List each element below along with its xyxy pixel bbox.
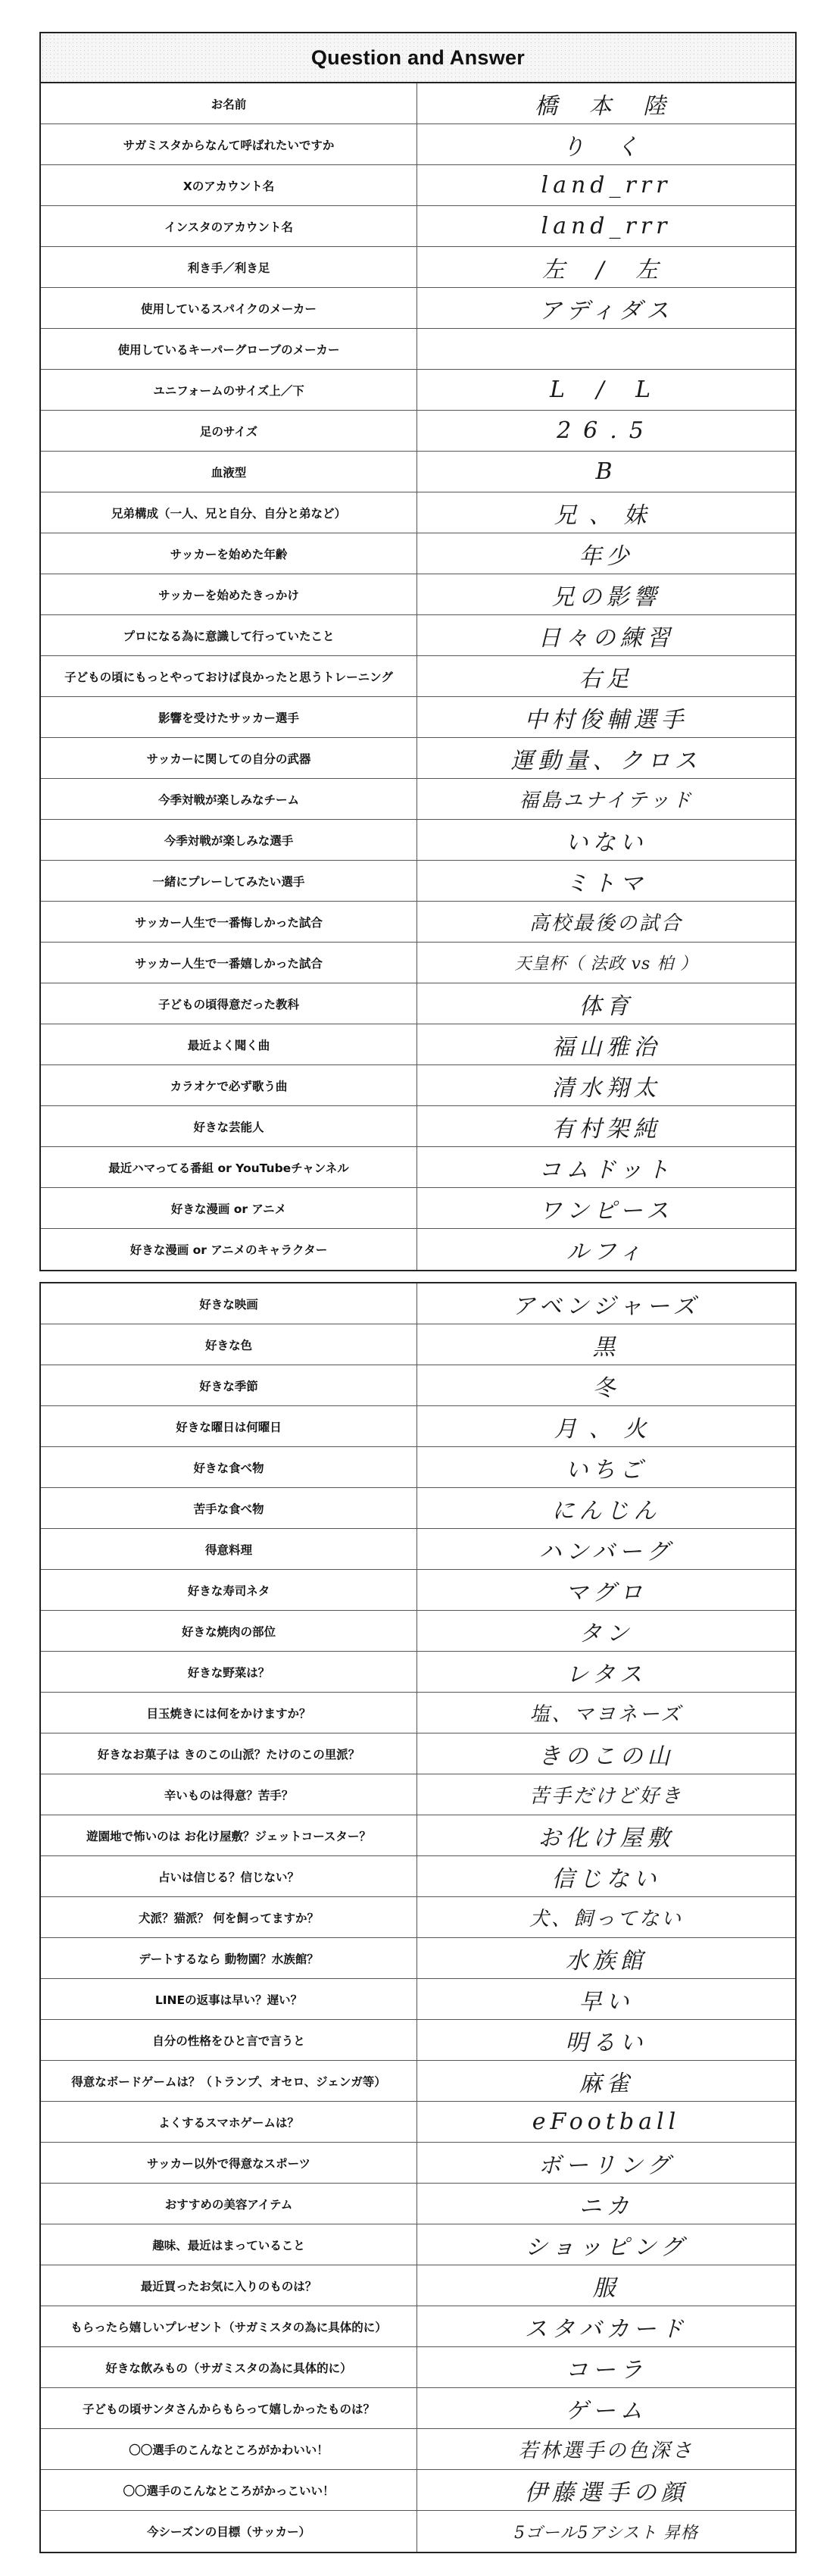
question-label: 兄弟構成（一人、兄と自分、自分と弟など）	[41, 492, 417, 533]
qa-row	[41, 2061, 795, 2102]
qa-row	[41, 2265, 795, 2306]
qa-row	[41, 1406, 795, 1447]
handwritten-answer: ミトマ	[565, 870, 647, 897]
handwritten-answer: 天皇杯（ 法政 vs 柏 ）	[514, 955, 698, 974]
handwritten-answer: L / L	[549, 377, 663, 403]
qa-row	[41, 247, 795, 288]
handwritten-answer: 右足	[579, 665, 634, 692]
handwritten-answer: 兄、妹	[554, 502, 659, 529]
handwritten-answer: ニカ	[579, 2193, 634, 2220]
question-label: サッカー人生で一番悔しかった試合	[41, 902, 417, 942]
question-label: 血液型	[41, 452, 417, 492]
handwritten-answer: 左 / 左	[541, 256, 671, 283]
qa-row	[41, 1774, 795, 1815]
qa-row	[41, 1106, 795, 1147]
qa-row	[41, 2224, 795, 2265]
question-label: 子どもの頃得意だった教科	[41, 983, 417, 1024]
handwritten-answer: アディダス	[538, 297, 674, 324]
handwritten-answer: タン	[579, 1620, 634, 1647]
qa-row	[41, 1447, 795, 1488]
question-label: 苦手な食べ物	[41, 1488, 417, 1528]
handwritten-answer: 服	[592, 2274, 620, 2302]
handwritten-answer: 苦手だけど好き	[529, 1785, 683, 1808]
handwritten-answer: レタス	[566, 1661, 647, 1688]
handwritten-answer: 若林選手の色深さ	[518, 2440, 694, 2462]
handwritten-answer: 塩、マヨネーズ	[529, 1703, 683, 1726]
qa-row	[41, 452, 795, 492]
handwritten-answer: eFootball	[532, 2109, 681, 2135]
handwritten-answer: 伊藤選手の顔	[524, 2479, 688, 2506]
questionnaire-sheet-2	[39, 1282, 797, 2553]
question-label: サガミスタからなんて呼ばれたいですか	[41, 124, 417, 164]
handwritten-answer: アベンジャーズ	[512, 1293, 700, 1320]
question-label: 利き手／利き足	[41, 247, 417, 287]
sheet-title: Question and Answer	[41, 33, 795, 83]
qa-row	[41, 1488, 795, 1529]
question-label: もらったら嬉しいプレゼント（サガミスタの為に具体的に）	[41, 2306, 417, 2346]
handwritten-answer: いちご	[565, 1456, 647, 1483]
question-label: 好きな色	[41, 1324, 417, 1365]
question-label: 最近ハマってる番組 or YouTubeチャンネル	[41, 1147, 417, 1187]
handwritten-answer: 明るい	[565, 2029, 647, 2056]
question-label: 好きな漫画 or アニメのキャラクター	[41, 1229, 417, 1270]
qa-row	[41, 1815, 795, 1856]
question-label: 〇〇選手のこんなところがかっこいい！	[41, 2470, 417, 2510]
handwritten-answer: 黒	[592, 1333, 620, 1361]
handwritten-answer: 早い	[579, 1988, 634, 2015]
handwritten-answer: ルフィ	[566, 1239, 647, 1265]
qa-row	[41, 2102, 795, 2143]
question-label: サッカーを始めた年齢	[41, 533, 417, 574]
qa-row	[41, 124, 795, 165]
qa-row	[41, 943, 795, 983]
question-label: おすすめの美容アイテム	[41, 2184, 417, 2224]
qa-row	[41, 1188, 795, 1229]
question-label: 今季対戦が楽しみな選手	[41, 820, 417, 860]
qa-row	[41, 656, 795, 697]
qa-row	[41, 2020, 795, 2061]
handwritten-answer: マグロ	[565, 1579, 647, 1606]
qa-row	[41, 983, 795, 1024]
qa-row	[41, 411, 795, 452]
qa-row	[41, 1283, 795, 1324]
handwritten-answer: 兄の影響	[551, 583, 661, 611]
qa-row	[41, 779, 795, 820]
qa-row	[41, 533, 795, 574]
qa-row	[41, 288, 795, 329]
question-label: 辛いものは得意？苦手？	[41, 1774, 417, 1815]
qa-row	[41, 2184, 795, 2224]
question-label: Xのアカウント名	[41, 165, 417, 205]
handwritten-answer: 福島ユナイテッド	[519, 789, 694, 812]
question-label: 占いは信じる？信じない？	[41, 1856, 417, 1896]
question-label: 得意料理	[41, 1529, 417, 1569]
handwritten-answer: 26.5	[557, 417, 656, 444]
qa-row	[41, 492, 795, 533]
handwritten-answer: にんじん	[551, 1497, 661, 1524]
handwritten-answer: 橋 本 陸	[534, 92, 679, 120]
question-label: LINEの返事は早い？遅い？	[41, 1979, 417, 2019]
qa-rows-2	[41, 1283, 795, 2552]
handwritten-answer: 犬、飼ってない	[529, 1908, 683, 1930]
qa-row	[41, 902, 795, 943]
question-label: 使用しているスパイクのメーカー	[41, 288, 417, 328]
question-label: サッカーを始めたきっかけ	[41, 574, 417, 614]
handwritten-answer: 年少	[579, 542, 634, 570]
qa-row	[41, 1229, 795, 1270]
handwritten-answer: 麻雀	[579, 2070, 634, 2097]
question-label: 自分の性格をひと言で言うと	[41, 2020, 417, 2060]
question-label: 好きなお菓子は きのこの山派？たけのこの里派？	[41, 1733, 417, 1774]
question-label: サッカー以外で得意なスポーツ	[41, 2143, 417, 2183]
qa-row	[41, 1365, 795, 1406]
handwritten-answer: コーラ	[565, 2356, 647, 2384]
handwritten-answer: コムドット	[538, 1156, 674, 1183]
question-label: 最近よく聞く曲	[41, 1024, 417, 1064]
handwritten-answer: スタバカード	[524, 2315, 688, 2343]
handwritten-answer: land_rrr	[541, 213, 672, 239]
question-label: 趣味、最近はまっていること	[41, 2224, 417, 2265]
handwritten-answer: 5ゴール5アシスト 昇格	[513, 2523, 698, 2543]
question-label: 好きな野菜は？	[41, 1652, 417, 1692]
handwritten-answer: り く	[561, 133, 651, 161]
qa-row	[41, 2388, 795, 2429]
handwritten-answer: きのこの山	[538, 1743, 675, 1770]
question-label: 好きな焼肉の部位	[41, 1611, 417, 1651]
question-label: サッカーに関しての自分の武器	[41, 738, 417, 778]
handwritten-answer: ハンバーグ	[538, 1538, 674, 1565]
question-label: インスタのアカウント名	[41, 206, 417, 246]
qa-row	[41, 1897, 795, 1938]
handwritten-answer: 体育	[579, 993, 634, 1020]
qa-row	[41, 1693, 795, 1733]
handwritten-answer: ショッピング	[525, 2234, 688, 2261]
handwritten-answer: ボーリング	[538, 2152, 675, 2179]
qa-row	[41, 1652, 795, 1693]
question-label: 今季対戦が楽しみなチーム	[41, 779, 417, 819]
question-label: 遊園地で怖いのは お化け屋敷？ジェットコースター？	[41, 1815, 417, 1855]
qa-row	[41, 1611, 795, 1652]
question-label: 好きな映画	[41, 1283, 417, 1324]
qa-row	[41, 574, 795, 615]
qa-row	[41, 1324, 795, 1365]
qa-row	[41, 1979, 795, 2020]
questionnaire-sheet-1	[39, 32, 797, 1271]
handwritten-answer: 高校最後の試合	[529, 912, 683, 935]
qa-row	[41, 83, 795, 124]
qa-row	[41, 1529, 795, 1570]
qa-row	[41, 165, 795, 206]
question-label: 好きな飲みもの（サガミスタの為に具体的に）	[41, 2347, 417, 2387]
question-label: 目玉焼きには何をかけますか？	[41, 1693, 417, 1733]
question-label: 好きな食べ物	[41, 1447, 417, 1487]
question-label: 使用しているキーパーグローブのメーカー	[41, 329, 417, 369]
question-label: 影響を受けたサッカー選手	[41, 697, 417, 737]
question-label: 好きな曜日は何曜日	[41, 1406, 417, 1446]
qa-row	[41, 1570, 795, 1611]
question-label: 〇〇選手のこんなところがかわいい！	[41, 2429, 417, 2469]
question-label: 好きな漫画 or アニメ	[41, 1188, 417, 1228]
handwritten-answer: 運動量、クロス	[510, 747, 702, 774]
question-label: 好きな季節	[41, 1365, 417, 1405]
qa-row	[41, 370, 795, 411]
qa-rows-1	[41, 83, 795, 1270]
question-label: 得意なボードゲームは？（トランプ、オセロ、ジェンガ等）	[41, 2061, 417, 2101]
question-label: お名前	[41, 83, 417, 123]
qa-row	[41, 1856, 795, 1897]
question-label: デートするなら 動物園？水族館？	[41, 1938, 417, 1978]
handwritten-answer: B	[595, 458, 617, 485]
handwritten-answer: ゲーム	[565, 2397, 647, 2424]
question-label: ユニフォームのサイズ上／下	[41, 370, 417, 410]
qa-row	[41, 2511, 795, 2552]
qa-row	[41, 1024, 795, 1065]
handwritten-answer: 有村架純	[551, 1115, 661, 1143]
qa-row	[41, 861, 795, 902]
handwritten-answer: いない	[565, 829, 647, 856]
handwritten-answer: 信じない	[551, 1865, 661, 1893]
qa-row	[41, 2143, 795, 2184]
question-label: プロになる為に意識して行っていたこと	[41, 615, 417, 655]
qa-row	[41, 615, 795, 656]
question-label: 子どもの頃サンタさんからもらって嬉しかったものは？	[41, 2388, 417, 2428]
handwritten-answer: 清水翔太	[551, 1074, 661, 1102]
handwritten-answer: 日々の練習	[538, 624, 675, 652]
handwritten-answer: land_rrr	[541, 172, 672, 199]
question-label: サッカー人生で一番嬉しかった試合	[41, 943, 417, 983]
question-label: 好きな寿司ネタ	[41, 1570, 417, 1610]
handwritten-answer: お化け屋敷	[538, 1824, 675, 1852]
qa-row	[41, 697, 795, 738]
question-label: 最近買ったお気に入りのものは？	[41, 2265, 417, 2306]
qa-row	[41, 1147, 795, 1188]
question-label: 一緒にプレーしてみたい選手	[41, 861, 417, 901]
question-label: 足のサイズ	[41, 411, 417, 451]
qa-row	[41, 820, 795, 861]
qa-row	[41, 1938, 795, 1979]
qa-row	[41, 329, 795, 370]
qa-row	[41, 738, 795, 779]
question-label: 子どもの頃にもっとやっておけば良かったと思うトレーニング	[41, 656, 417, 696]
question-label: 犬派？猫派？ 何を飼ってますか？	[41, 1897, 417, 1937]
question-label: よくするスマホゲームは？	[41, 2102, 417, 2142]
handwritten-answer: 冬	[592, 1374, 620, 1402]
handwritten-answer	[417, 329, 795, 369]
qa-row	[41, 1733, 795, 1774]
qa-row	[41, 2470, 795, 2511]
handwritten-answer: 水族館	[565, 1947, 647, 1974]
qa-row	[41, 206, 795, 247]
qa-row	[41, 1065, 795, 1106]
question-label: カラオケで必ず歌う曲	[41, 1065, 417, 1105]
question-label: 今シーズンの目標（サッカー）	[41, 2511, 417, 2552]
handwritten-answer: 月、火	[554, 1415, 659, 1443]
handwritten-answer: ワンピース	[538, 1197, 674, 1224]
handwritten-answer: 中村俊輔選手	[524, 706, 688, 733]
question-label: 好きな芸能人	[41, 1106, 417, 1146]
handwritten-answer: 福山雅治	[551, 1033, 661, 1061]
qa-row	[41, 2429, 795, 2470]
qa-row	[41, 2306, 795, 2347]
qa-row	[41, 2347, 795, 2388]
